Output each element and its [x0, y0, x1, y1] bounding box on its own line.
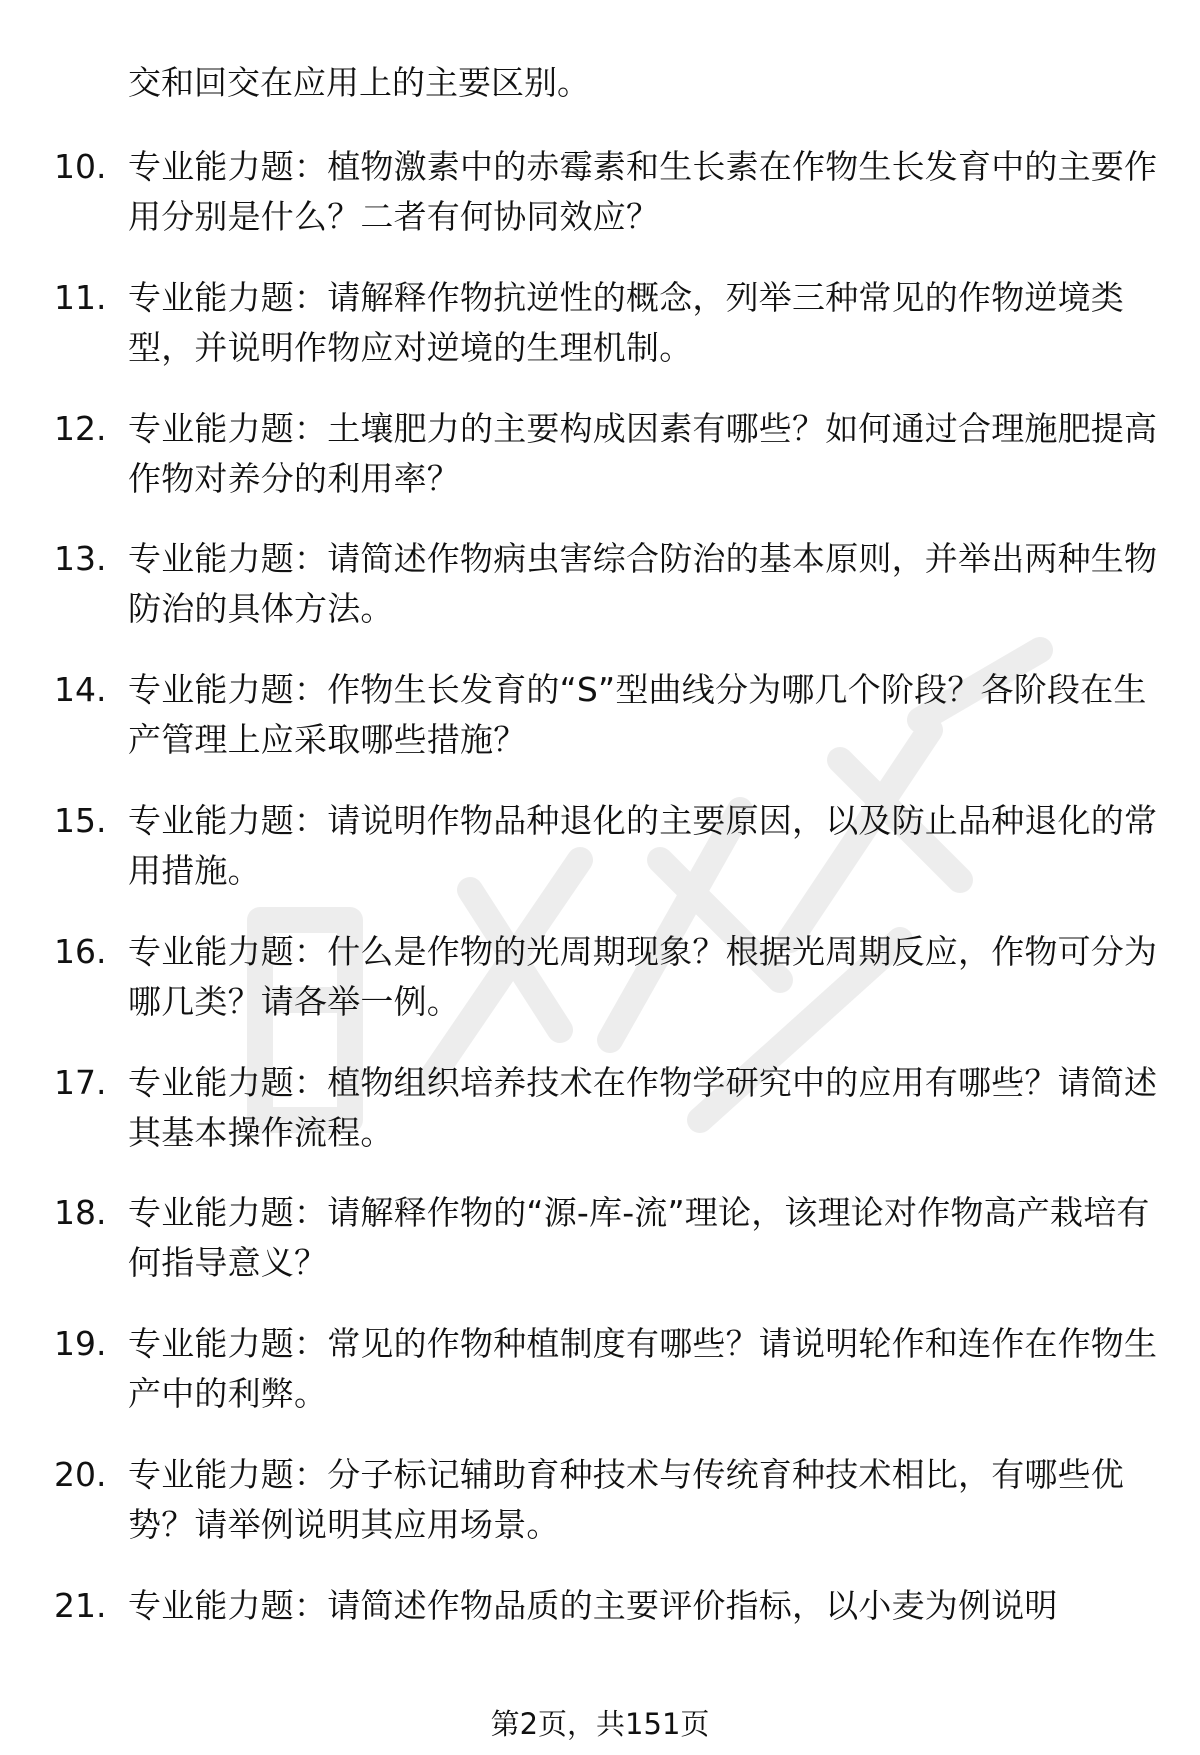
question-number: 16. [54, 931, 107, 971]
question-item [0, 273, 1200, 404]
continuation-text: 交和回交在应用上的主要区别。 [128, 63, 590, 102]
question-number: 15. [54, 800, 107, 840]
question-item [0, 1319, 1200, 1450]
question-text: 专业能力题：土壤肥力的主要构成因素有哪些？如何通过合理施肥提高作物对养分的利用率？ [128, 408, 1158, 498]
question-number: 13. [54, 539, 107, 579]
question-text: 专业能力题：植物组织培养技术在作物学研究中的应用有哪些？请简述其基本操作流程。 [128, 1062, 1158, 1152]
question-item [0, 1450, 1200, 1581]
question-number: 20. [54, 1454, 107, 1494]
question-item [0, 1188, 1200, 1319]
question-item [0, 665, 1200, 796]
question-number: 11. [54, 277, 107, 317]
question-text: 专业能力题：请说明作物品种退化的主要原因，以及防止品种退化的常用措施。 [128, 800, 1158, 890]
question-text: 专业能力题：请解释作物的“源-库-流”理论，该理论对作物高产栽培有何指导意义？ [128, 1193, 1150, 1283]
question-item [0, 534, 1200, 665]
question-number: 10. [54, 147, 107, 186]
question-number: 18. [54, 1193, 107, 1233]
question-item [0, 404, 1200, 535]
question-text: 专业能力题：分子标记辅助育种技术与传统育种技术相比，有哪些优势？请举例说明其应用场景。 [128, 1454, 1124, 1544]
question-list [0, 142, 1200, 1712]
question-text: 专业能力题：作物生长发育的“S”型曲线分为哪几个阶段？各阶段在生产管理上应采取哪些措施？ [128, 670, 1147, 760]
page-footer: 第2页，共151页 [490, 1707, 710, 1741]
question-text: 专业能力题：请简述作物病虫害综合防治的基本原则，并举出两种生物防治的具体方法。 [128, 539, 1158, 629]
question-text: 专业能力题：常见的作物种植制度有哪些？请说明轮作和连作在作物生产中的利弊。 [128, 1324, 1158, 1414]
question-item [0, 927, 1200, 1058]
question-text: 专业能力题：请解释作物抗逆性的概念，列举三种常见的作物逆境类型，并说明作物应对逆境的生理机制。 [128, 277, 1124, 367]
question-item [0, 1581, 1200, 1712]
question-text: 专业能力题：什么是作物的光周期现象？根据光周期反应，作物可分为哪几类？请各举一例。 [128, 931, 1158, 1021]
question-item [0, 1058, 1200, 1189]
question-text: 专业能力题：请简述作物品质的主要评价指标，以小麦为例说明 [128, 1585, 1058, 1625]
question-number: 17. [54, 1062, 107, 1102]
question-number: 14. [54, 670, 107, 710]
question-item [0, 796, 1200, 927]
question-number: 21. [54, 1585, 107, 1625]
question-item [0, 142, 1200, 273]
question-text: 专业能力题：植物激素中的赤霉素和生长素在作物生长发育中的主要作用分别是什么？二者有何协同效应？ [128, 147, 1158, 236]
question-number: 19. [54, 1324, 107, 1364]
question-number: 12. [54, 408, 107, 448]
